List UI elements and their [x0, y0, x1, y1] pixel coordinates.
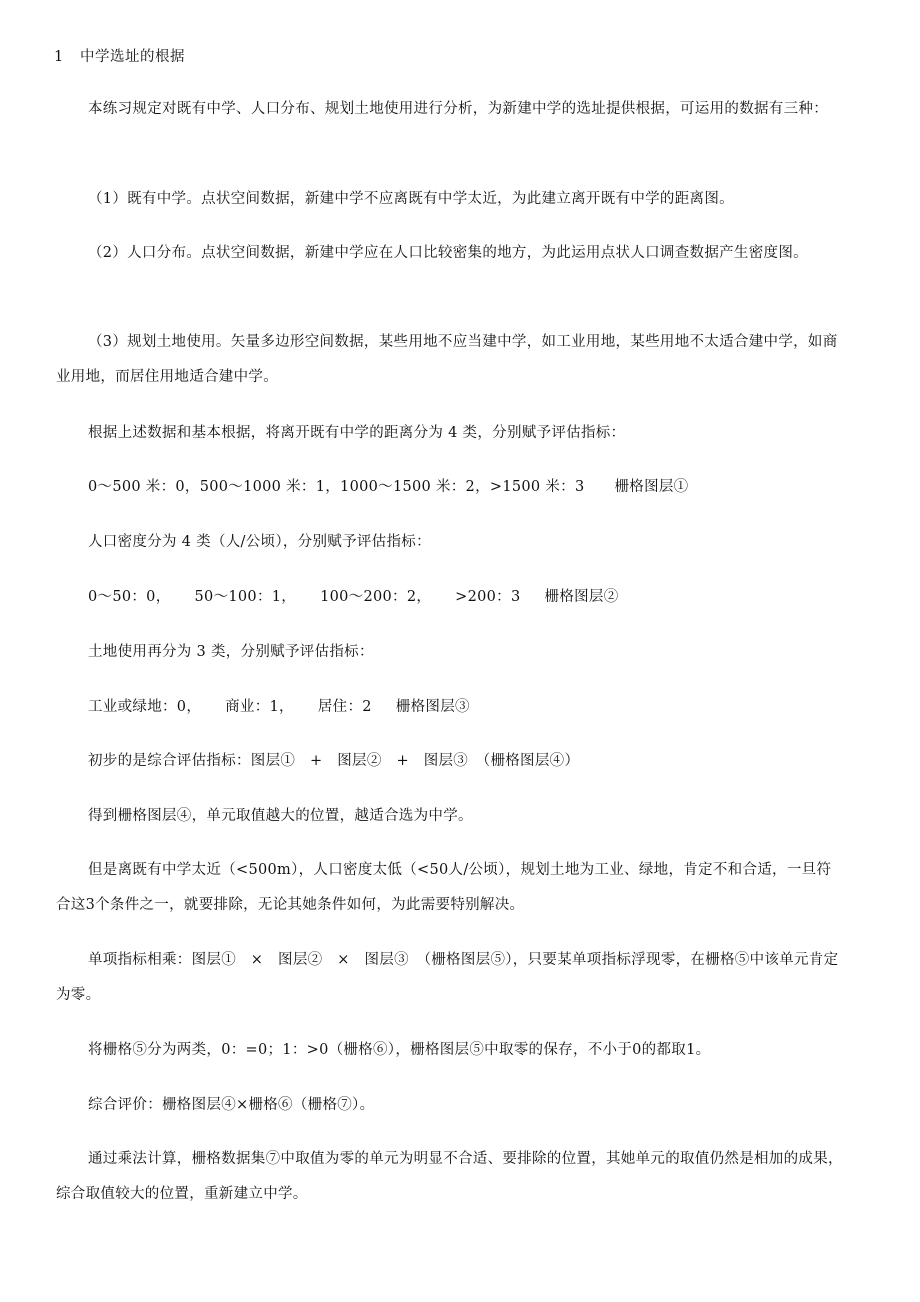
preliminary-index: 初步的是综合评估指标：图层① + 图层② + 图层③ （栅格图层④） — [88, 753, 580, 769]
landuse-value-1: 工业或绿地：0， — [88, 699, 202, 715]
multiply-paragraph: 单项指标相乘：图层① × 图层② × 图层③ （栅格图层⑤），只要某单项指标浮现零，在栅格⑤中该单元肯定为零。 — [56, 952, 839, 1003]
reclass-paragraph: 将栅格⑤分为两类，0：=0；1：>0（栅格⑥），栅格图层⑤中取零的保存，不小于0的都取1。 — [88, 1042, 711, 1058]
section-number: 1 — [54, 49, 64, 65]
data-item-population: （2）人口分布。点状空间数据，新建中学应在人口比较密集的地方，为此运用点状人口调查数据产生密度图。 — [88, 245, 808, 261]
density-classes — [56, 580, 846, 615]
data-item-land-use: （3）规划土地使用。矢量多边形空间数据，某些用地不应当建中学，如工业用地，某些用地不太适合建中学，如商业用地，而居住用地适合建中学。 — [56, 334, 838, 385]
combined-evaluation: 综合评价：栅格图层④×栅格⑥（栅格⑦）。 — [88, 1097, 375, 1113]
density-intro: 人口密度分为 4 类（人/公顷），分别赋予评估指标： — [88, 534, 431, 550]
distance-values: 0～500 米：0，500～1000 米：1，1000～1500 米：2，>1500 米：3 — [88, 479, 585, 495]
density-value-3: 100～200：2， — [320, 589, 432, 605]
distance-layer-label: 栅格图层① — [614, 479, 689, 495]
section-title: 中学选址的根据 — [80, 49, 185, 65]
distance-intro: 根据上述数据和基本根据，将离开既有中学的距离分为 4 类，分别赋予评估指标： — [88, 425, 626, 441]
section-heading — [54, 47, 185, 67]
distance-classes — [56, 470, 846, 505]
landuse-value-2: 商业：1， — [225, 699, 294, 715]
density-layer-label: 栅格图层② — [544, 589, 619, 605]
density-value-2: 50～100：1， — [194, 589, 297, 605]
landuse-layer-label: 栅格图层③ — [395, 699, 470, 715]
conclusion-paragraph: 通过乘法计算，栅格数据集⑦中取值为零的单元为明显不合适、要排除的位置，其她单元的取值仍然是相加的成果，综合取值较大的位置，重新建立中学。 — [56, 1151, 843, 1202]
landuse-intro: 土地使用再分为 3 类，分别赋予评估指标： — [88, 644, 374, 660]
density-value-4: >200：3 — [455, 589, 521, 605]
density-value-1: 0～50：0， — [88, 589, 171, 605]
data-item-existing-schools: （1）既有中学。点状空间数据，新建中学不应离既有中学太近，为此建立离开既有中学的距离图。 — [88, 191, 734, 207]
exclusion-paragraph: 但是离既有中学太近（<500m），人口密度太低（<50人/公顷），规划土地为工业、绿地，肯定不和合适，一旦符合这3个条件之一，就要排除，无论其她条件如何，为此需要特别解决。 — [56, 862, 832, 913]
intro-paragraph: 本练习规定对既有中学、人口分布、规划土地使用进行分析，为新建中学的选址提供根据，可运用的数据有三种： — [88, 101, 828, 117]
landuse-classes — [56, 690, 846, 725]
layer4-result: 得到栅格图层④，单元取值越大的位置，越适合选为中学。 — [88, 808, 473, 824]
landuse-value-3: 居住：2 — [317, 699, 372, 715]
